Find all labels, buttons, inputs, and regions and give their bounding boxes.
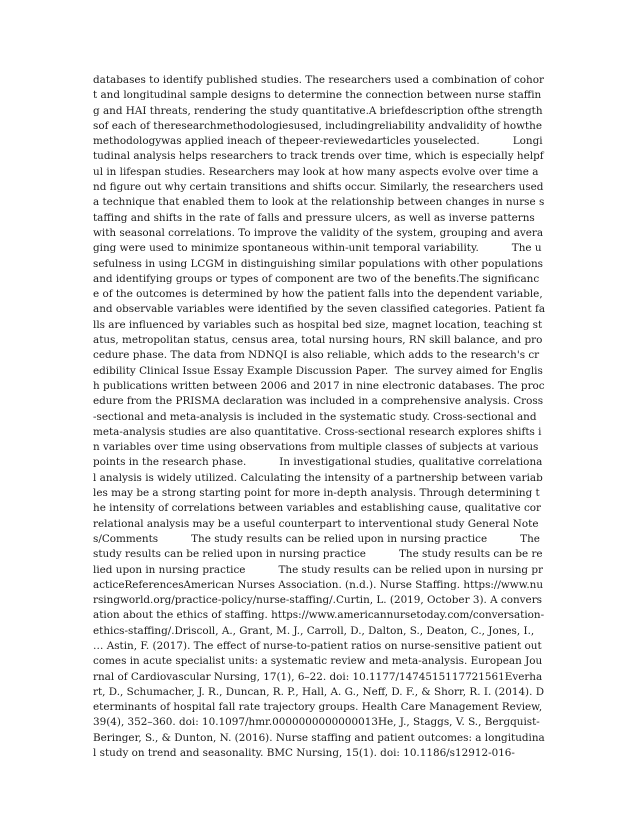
essay-body-text: databases to identify published studies. The researchers used a combination of cohort and longitudinal sample designs to determine the connection between nurse staffing and HAI threats, rendering the study quantitative.A briefdescription ofthe strengthsof each of theresearchmethodologiesused, includingreliability andvalidity of howthemethodologywas applied ineach of thepeer-reviewedarticles youselected. Longitudinal analysis helps researchers to track trends over time, which is especially helpful in lifespan studies. Researchers may look at how many aspects evolve over time and figure out why certain transitions and shifts occur. Similarly, the researchers used a technique that enabled them to look at the relationship between changes in nurse staffing and shifts in the rate of falls and pressure ulcers, as well as inverse patterns with seasonal correlations. To improve the validity of the system, grouping and averaging were used to minimize spontaneous within-unit temporal variability. The usefulness in using LCGM in distinguishing similar populations with other populations and identifying groups or types of component are two of the benefits.The significance of the outcomes is determined by how the patient falls into the dependent variable, and observable variables were identified by the seven classified categories. Patient falls are influenced by variables such as hospital bed size, magnet location, teaching status, metropolitan status, census area, total nursing hours, RN skill balance, and procedure phase. The data from NDNQI is also reliable, which adds to the research's credibility Clinical Issue Essay Example Discussion Paper. The survey aimed for English publications written between 2006 and 2017 in nine electronic databases. The procedure from the PRISMA declaration was included in a comprehensive analysis. Cross-sectional and meta-analysis is included in the systematic study. Cross-sectional and meta-analysis studies are also quantitative. Cross-sectional research explores shifts in variables over time using observations from multiple classes of subjects at various points in the research phase. In investigational studies, qualitative correlational analysis is widely utilized. Calculating the intensity of a partnership between variables may be a strong starting point for more in-depth analysis. Through determining the intensity of correlations between variables and establishing cause, qualitative correlational analysis may be a useful counterpart to interventional study General Notes/Comments The study results can be relied upon in nursing practice The study results can be relied upon in nursing practice The study results can be relied upon in nursing practice The study results can be relied upon in nursing practiceReferencesAmerican Nurses Association. (n.d.). Nurse Staffing. https://www.nursingworld.org/practice-policy/nurse-staffing/.Curtin, L. (2019, October 3). A conversation about the ethics of staffing. https://www.americannursetoday.com/conversation-ethics-staffing/.Driscoll, A., Grant, M. J., Carroll, D., Dalton, S., Deaton, C., Jones, I., … Astin, F. (2017). The effect of nurse-to-patient ratios on nurse-sensitive patient outcomes in acute specialist units: a systematic review and meta-analysis. European Journal of Cardiovascular Nursing, 17(1), 6–22. doi: 10.1177/1474515117721561Everhart, D., Schumacher, J. R., Duncan, R. P., Hall, A. G., Neff, D. F., & Shorr, R. I. (2014). Determinants of hospital fall rate trajectory groups. Health Care Management Review, 39(4), 352–360. doi: 10.1097/hmr.0000000000000013He, J., Staggs, V. S., Bergquist-Beringer, S., & Dunton, N. (2016). Nurse staffing and patient outcomes: a longitudinal study on trend and seasonality. BMC Nursing, 15(1). doi: 10.1186/s12912-016-: [93, 74, 547, 760]
